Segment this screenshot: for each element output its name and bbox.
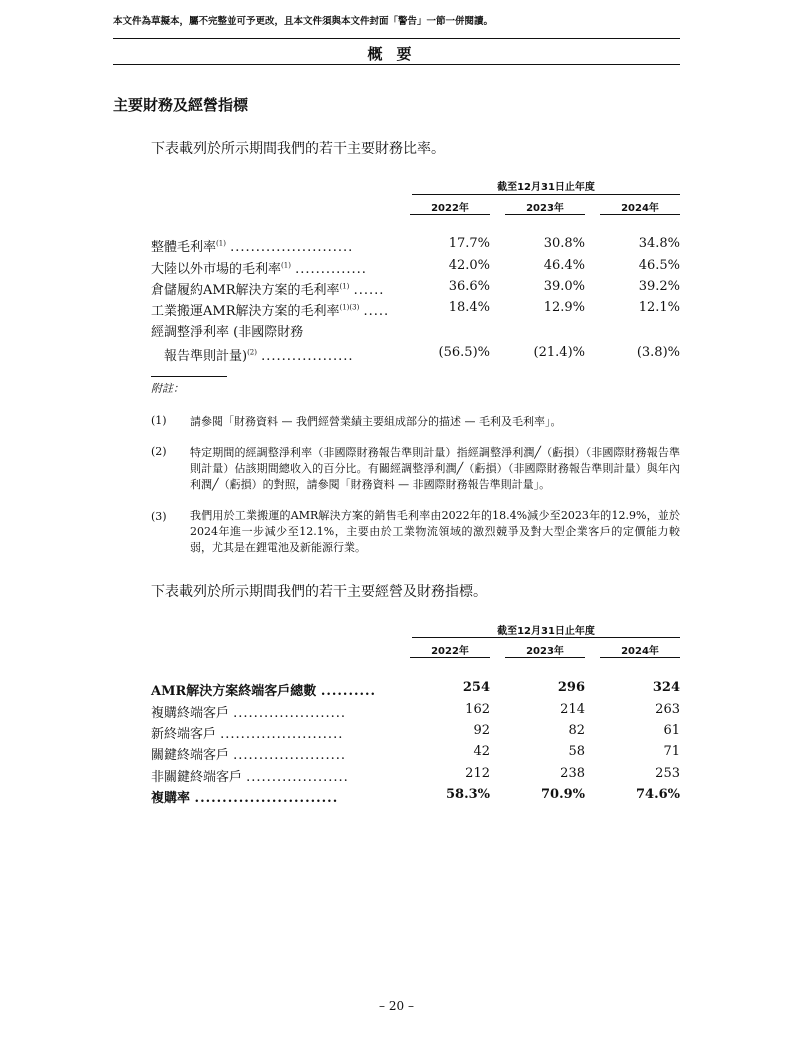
table-cell: 324 xyxy=(652,680,680,695)
table-cell: 92 xyxy=(473,723,490,738)
table-cell: 74.6% xyxy=(635,787,680,802)
note-text: 特定期間的經調整淨利率（非國際財務報告準則計量）指經調整淨利潤╱（虧損）（非國際財務報告準則計量）佔該期間總收入的百分比。有關經調整淨利潤╱（虧損）（非國際財務報告準則計量）與年內利潤╱（虧損）的對照，請參閱「財務資料 — 非國際財務報告準則計量」。 xyxy=(190,446,680,491)
table-cell: 39.2% xyxy=(638,279,680,294)
table1-year-rule xyxy=(600,214,680,215)
table-cell: 42.0% xyxy=(448,258,490,273)
table-cell: 212 xyxy=(465,766,490,781)
table-cell: (3.8)% xyxy=(636,345,680,360)
table-row-label: 工業搬運AMR解決方案的毛利率$^{(1)(3)}$ ..... xyxy=(151,303,390,319)
table-cell: 214 xyxy=(560,702,585,717)
table2-year-rule xyxy=(600,657,680,658)
table-cell: 30.8% xyxy=(543,236,585,251)
table1-year-2024: 2024年 xyxy=(621,203,659,214)
notes-divider xyxy=(151,376,227,377)
table1-period-header: 截至12月31日止年度 xyxy=(497,182,595,193)
table2-year-2023: 2023年 xyxy=(526,646,564,657)
table-cell: 36.6% xyxy=(448,279,490,294)
table-row-label: 複購率 .......................... xyxy=(151,791,339,806)
table-row-label: 非關鍵終端客戶 .................... xyxy=(151,770,349,785)
table-row-label: 新終端客戶 ........................ xyxy=(151,727,344,742)
table-cell: 42 xyxy=(473,744,490,759)
table-cell: 71 xyxy=(663,744,680,759)
table-cell: 46.4% xyxy=(543,258,585,273)
note-text: 我們用於工業搬運的AMR解決方案的銷售毛利率由2022年的18.4%減少至2023年的12.9%，並於2024年進一步減少至12.1%，主要由於工業物流領域的激烈競爭及對大型企業客戶的定價能力較弱，尤其是在鋰電池及新能源行業。 xyxy=(190,509,680,554)
table-cell: 39.0% xyxy=(543,279,585,294)
table-cell: 58.3% xyxy=(445,787,490,802)
table-cell: 254 xyxy=(462,680,490,695)
note-text: 請參閱「財務資料 — 我們經營業績主要組成部分的描述 — 毛利及毛利率」。 xyxy=(190,415,562,428)
table1-year-rule xyxy=(410,214,490,215)
table2-year-2024: 2024年 xyxy=(621,646,659,657)
table-cell: 58 xyxy=(568,744,585,759)
table-cell: 70.9% xyxy=(540,787,585,802)
table1-year-rule xyxy=(505,214,585,215)
table2-year-rule xyxy=(410,657,490,658)
note-number: (1) xyxy=(151,414,167,427)
table1-year-2023: 2023年 xyxy=(526,203,564,214)
table2-year-rule xyxy=(505,657,585,658)
table2-period-rule xyxy=(412,637,680,638)
table-cell: 162 xyxy=(465,702,490,717)
table1-year-2022: 2022年 xyxy=(431,203,469,214)
page-number: – 20 – xyxy=(379,999,414,1013)
chapter-title: 概要 xyxy=(367,45,426,63)
table-cell: 61 xyxy=(663,723,680,738)
table-row-label: 關鍵終端客戶 ...................... xyxy=(151,748,347,763)
table-cell: (21.4)% xyxy=(533,345,585,360)
table-cell: 46.5% xyxy=(638,258,680,273)
table-cell: 296 xyxy=(557,680,585,695)
table1-period-rule xyxy=(412,194,680,195)
header-bottom-rule xyxy=(113,64,680,65)
table-row-label: 整體毛利率$^{(1)}$ ........................ xyxy=(151,239,354,255)
intro-ratios: 下表載列於所示期間我們的若干主要財務比率。 xyxy=(151,141,445,157)
note-number: (2) xyxy=(151,445,167,458)
table-cell: 238 xyxy=(560,766,585,781)
table2-year-2022: 2022年 xyxy=(431,646,469,657)
table-row-label: 報告準則計量)$^{(2)}$ .................. xyxy=(164,348,354,364)
table-cell: 263 xyxy=(655,702,680,717)
table-row-label: 大陸以外市場的毛利率$^{(1)}$ .............. xyxy=(151,261,367,277)
table-cell: (56.5)% xyxy=(438,345,490,360)
intro-operating: 下表載列於所示期間我們的若干主要經營及財務指標。 xyxy=(151,584,487,600)
table-row-label: 經調整淨利率 (非國際財務 xyxy=(151,325,304,340)
table-cell: 253 xyxy=(655,766,680,781)
table-row-label: 複購終端客戶 ...................... xyxy=(151,706,347,721)
draft-disclaimer: 本文件為草擬本，屬不完整並可予更改，且本文件須與本文件封面「警告」一節一併閱讀。 xyxy=(113,16,494,27)
note-number: (3) xyxy=(151,510,167,523)
table-cell: 12.1% xyxy=(638,300,680,315)
table2-period-header: 截至12月31日止年度 xyxy=(497,626,595,637)
table-row-label: AMR解決方案終端客戶總數 .......... xyxy=(151,684,377,699)
table-cell: 82 xyxy=(568,723,585,738)
notes-title: 附註： xyxy=(151,382,184,395)
table-cell: 18.4% xyxy=(448,300,490,315)
table-cell: 12.9% xyxy=(543,300,585,315)
table-cell: 17.7% xyxy=(448,236,490,251)
section-heading: 主要財務及經營指標 xyxy=(113,96,249,114)
table-cell: 34.8% xyxy=(638,236,680,251)
header-top-rule xyxy=(113,38,680,39)
table-row-label: 倉儲履約AMR解決方案的毛利率$^{(1)}$ ...... xyxy=(151,282,385,298)
